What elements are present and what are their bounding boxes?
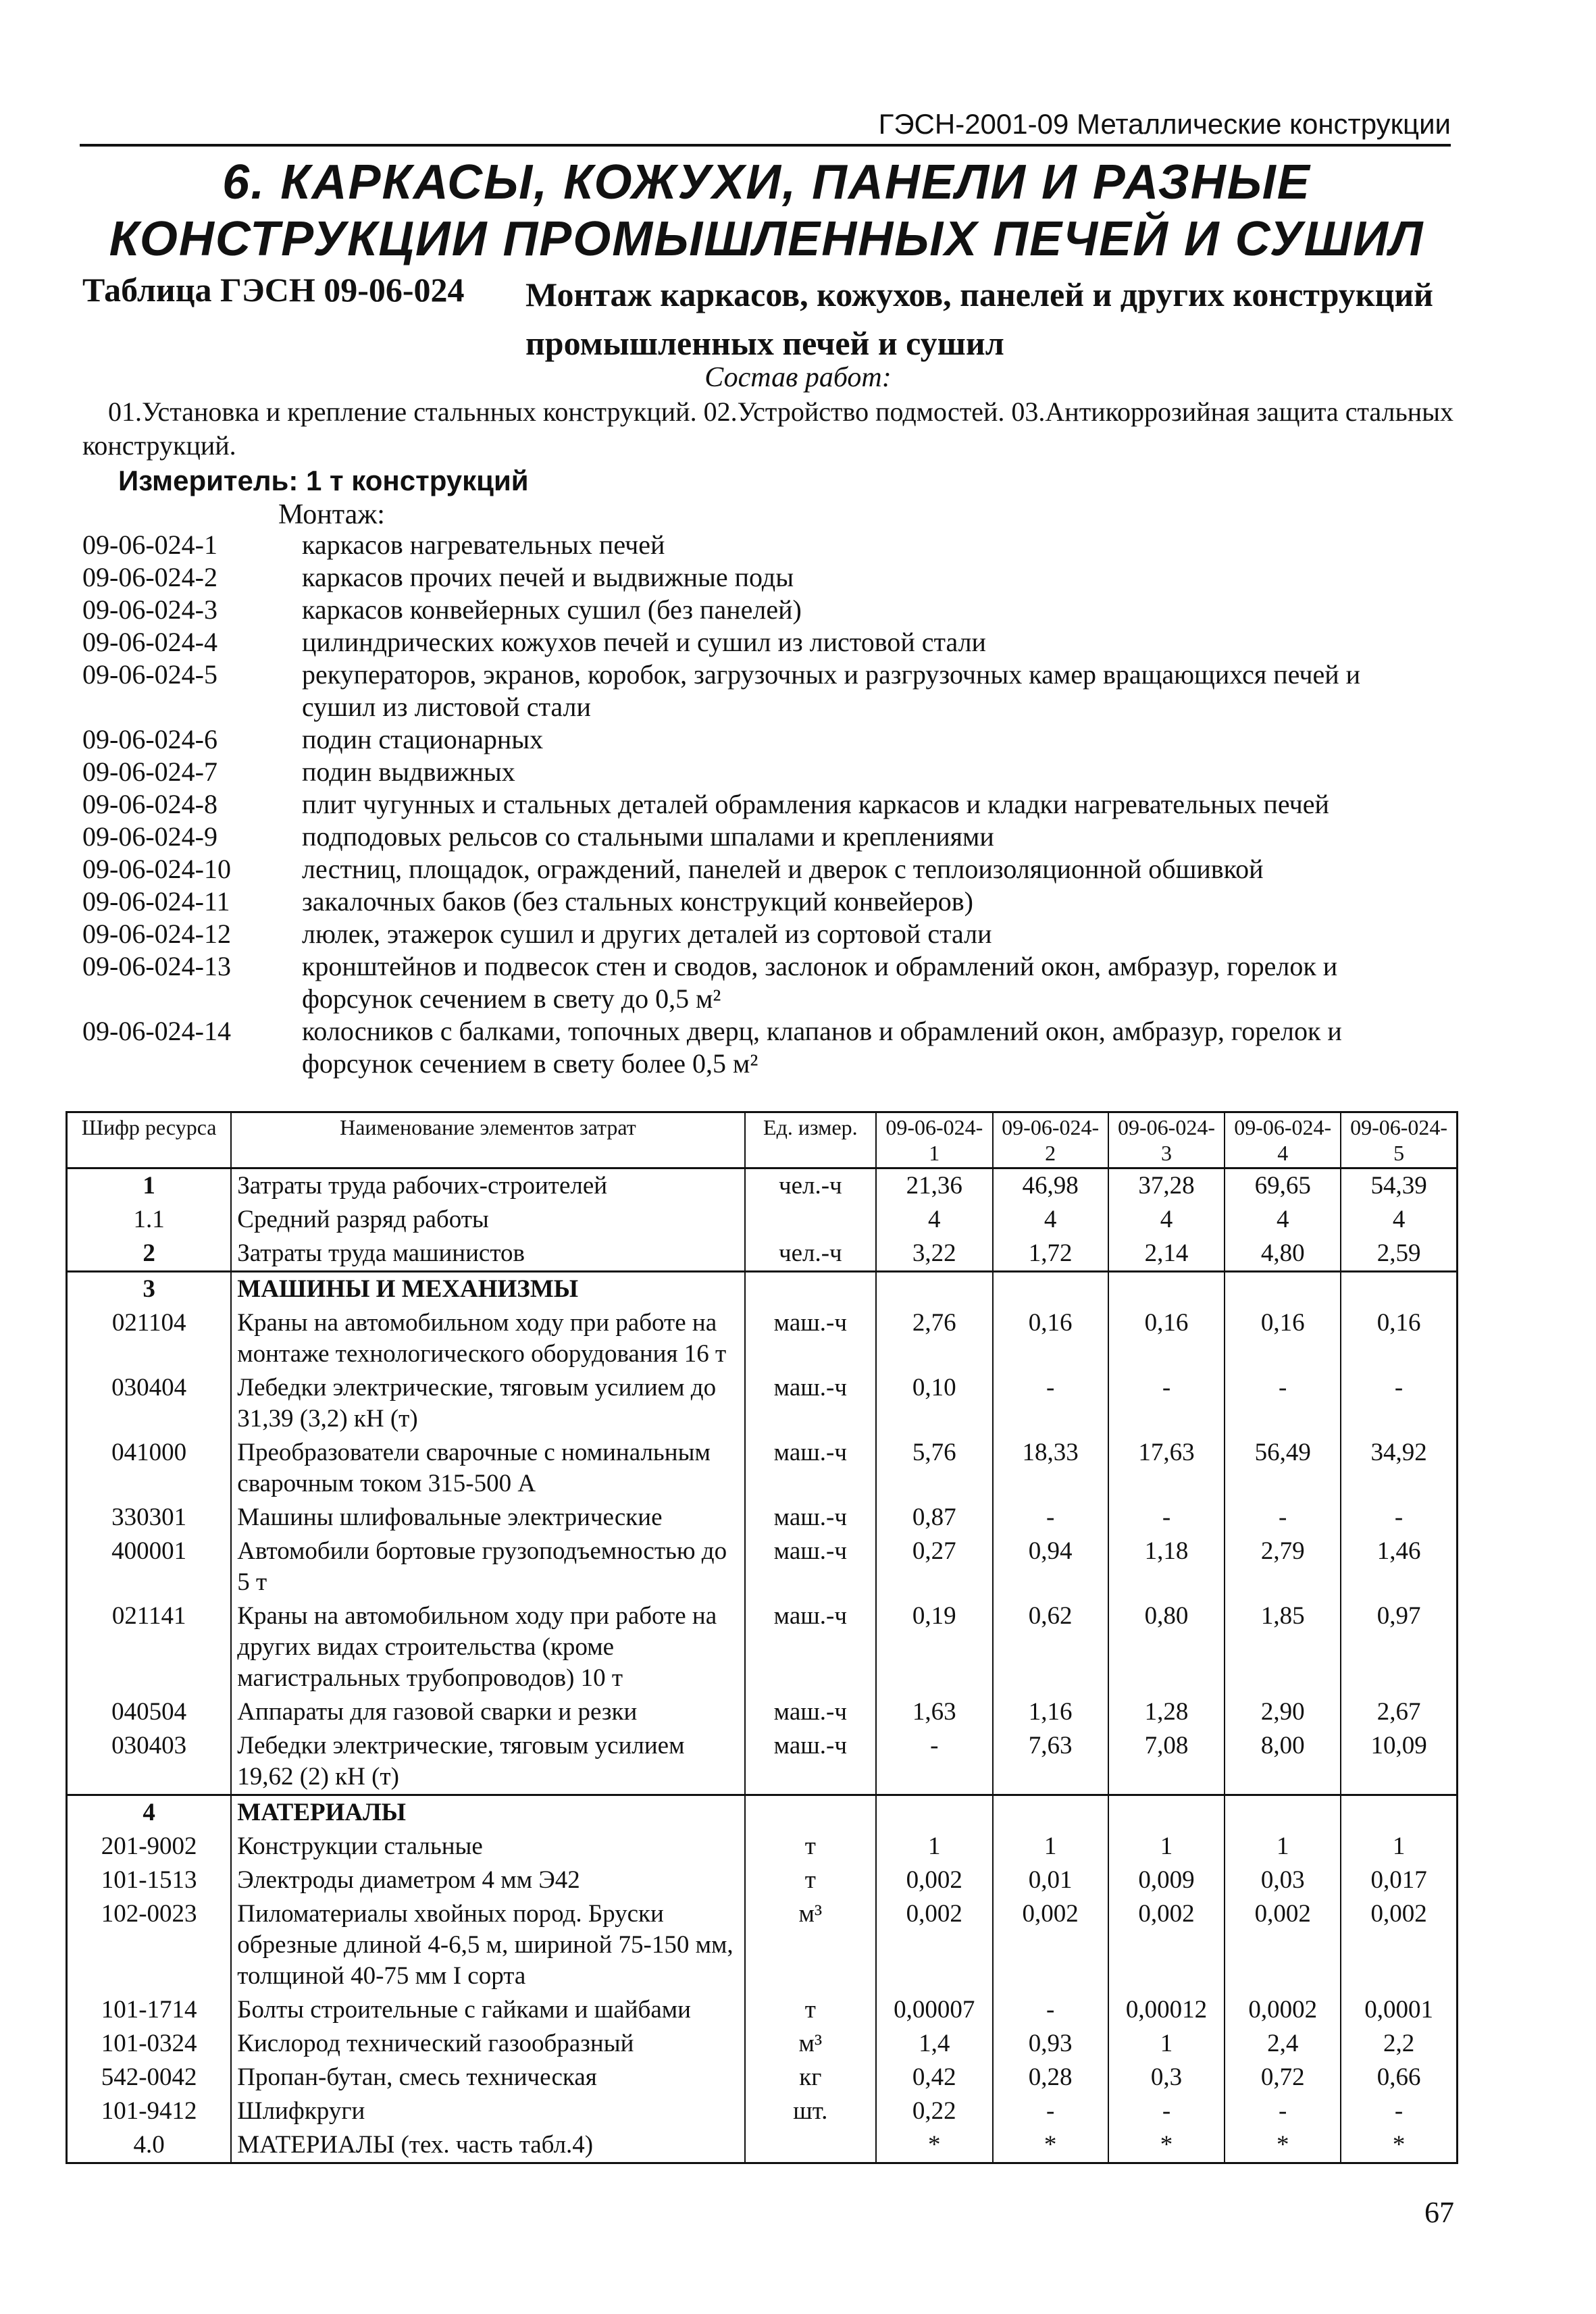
cell-name: МАТЕРИАЛЫ (тех. часть табл.4) <box>231 2128 744 2163</box>
variant-code: 09-06-024-2 <box>82 562 217 592</box>
cell-value: 1 <box>1341 1830 1457 1863</box>
header-divider <box>80 144 1451 147</box>
cell-value: 0,66 <box>1341 2061 1457 2094</box>
cell-code: 400001 <box>67 1535 232 1599</box>
cell-value: 2,67 <box>1341 1695 1457 1729</box>
header-code: Шифр ресурса <box>67 1112 232 1168</box>
cell-value: - <box>1225 1371 1341 1436</box>
cell-value: - <box>1341 1501 1457 1535</box>
table-row <box>67 1897 1458 1993</box>
variant-text: плит чугунных и стальных деталей обрамления каркасов и кладки нагревательных печей <box>302 789 1329 819</box>
variant-code: 09-06-024-7 <box>82 756 217 787</box>
variant-text: подин стационарных <box>302 724 544 754</box>
cell-value: 0,42 <box>876 2061 993 2094</box>
cell-value: 7,63 <box>993 1729 1108 1795</box>
cell-value: 0,87 <box>876 1501 993 1535</box>
cell-unit <box>745 1203 876 1237</box>
cell-value: 0,22 <box>876 2094 993 2128</box>
table-row <box>67 1795 1458 1830</box>
variant-text: закалочных баков (без стальных конструкций конвейеров) <box>302 886 973 917</box>
table-id: Таблица ГЭСН 09-06-024 <box>82 271 465 309</box>
cell-value: 4 <box>993 1203 1108 1237</box>
cell-value: 0,002 <box>876 1863 993 1897</box>
cell-unit: маш.-ч <box>745 1436 876 1501</box>
cell-value: 56,49 <box>1225 1436 1341 1501</box>
cell-value <box>876 1795 993 1830</box>
table-row <box>67 1436 1458 1501</box>
cell-value: 34,92 <box>1341 1436 1457 1501</box>
cell-value: 37,28 <box>1108 1168 1225 1204</box>
cell-value: * <box>1341 2128 1457 2163</box>
variant-item <box>82 723 1453 756</box>
cell-code: 021141 <box>67 1599 232 1695</box>
header-name: Наименование элементов затрат <box>231 1112 744 1168</box>
cell-value: - <box>993 1371 1108 1436</box>
cell-value: 21,36 <box>876 1168 993 1204</box>
cell-unit: т <box>745 1863 876 1897</box>
cell-value <box>1341 1272 1457 1307</box>
variant-text: люлек, этажерок сушил и других деталей из сортовой стали <box>302 919 992 949</box>
variant-code: 09-06-024-12 <box>82 919 231 949</box>
variant-code: 09-06-024-10 <box>82 854 231 884</box>
cell-value <box>1341 1795 1457 1830</box>
variant-text: подин выдвижных <box>302 756 515 787</box>
cell-value: - <box>1341 1371 1457 1436</box>
table-row <box>67 2094 1458 2128</box>
table-row <box>67 1272 1458 1307</box>
cell-value: - <box>993 2094 1108 2128</box>
cell-value: 1,18 <box>1108 1535 1225 1599</box>
cell-value: - <box>1108 1501 1225 1535</box>
variant-code: 09-06-024-13 <box>82 951 231 981</box>
cell-name: МАТЕРИАЛЫ <box>231 1795 744 1830</box>
cell-value: 17,63 <box>1108 1436 1225 1501</box>
cell-unit <box>745 2128 876 2163</box>
variant-code: 09-06-024-14 <box>82 1016 231 1046</box>
table-name: Монтаж каркасов, кожухов, панелей и других конструкций промышленных печей и сушил <box>525 276 1433 362</box>
cell-code: 030403 <box>67 1729 232 1795</box>
cell-value: 0,002 <box>1341 1897 1457 1993</box>
cell-value: 0,002 <box>993 1897 1108 1993</box>
cell-value: 3,22 <box>876 1237 993 1272</box>
cell-name: Машины шлифовальные электрические <box>231 1501 744 1535</box>
cell-code: 021104 <box>67 1306 232 1371</box>
cell-value: - <box>1225 2094 1341 2128</box>
cell-name: Пропан-бутан, смесь техническая <box>231 2061 744 2094</box>
cell-unit: маш.-ч <box>745 1371 876 1436</box>
cell-unit: чел.-ч <box>745 1168 876 1204</box>
cell-value: 2,59 <box>1341 1237 1457 1272</box>
cell-value: 1 <box>1108 2027 1225 2061</box>
variant-code: 09-06-024-3 <box>82 594 217 625</box>
cell-value: * <box>1225 2128 1341 2163</box>
variant-text: кронштейнов и подвесок стен и сводов, заслонок и обрамлений окон, амбразур, горелок и форсунок сечением в свету до 0,5 м² <box>302 951 1338 1014</box>
cell-value: - <box>993 1501 1108 1535</box>
cell-value: 4,80 <box>1225 1237 1341 1272</box>
variant-item <box>82 821 1453 853</box>
cell-code: 4.0 <box>67 2128 232 2163</box>
cell-code: 201-9002 <box>67 1830 232 1863</box>
composition-heading: Состав работ: <box>704 362 892 393</box>
header-col-5: 09-06-024-5 <box>1341 1112 1457 1168</box>
variant-item <box>82 918 1453 950</box>
table-row <box>67 1371 1458 1436</box>
cell-code: 1.1 <box>67 1203 232 1237</box>
cell-name: Затраты труда машинистов <box>231 1237 744 1272</box>
cell-name: Электроды диаметром 4 мм Э42 <box>231 1863 744 1897</box>
table-row <box>67 1168 1458 1204</box>
cell-value <box>1108 1795 1225 1830</box>
cell-unit: маш.-ч <box>745 1695 876 1729</box>
table-row <box>67 1695 1458 1729</box>
resource-table <box>66 1111 1458 2164</box>
cell-name: Лебедки электрические, тяговым усилием до 31,39 (3,2) кН (т) <box>231 1371 744 1436</box>
variant-item <box>82 659 1453 723</box>
cell-value: 0,017 <box>1341 1863 1457 1897</box>
cell-value: 0,72 <box>1225 2061 1341 2094</box>
cell-value: 0,002 <box>876 1897 993 1993</box>
cell-value: 4 <box>1225 1203 1341 1237</box>
cell-value: - <box>993 1993 1108 2027</box>
cell-value: 0,93 <box>993 2027 1108 2061</box>
cell-value: 69,65 <box>1225 1168 1341 1204</box>
variant-item <box>82 1015 1453 1080</box>
variant-text: каркасов нагревательных печей <box>302 530 665 560</box>
cell-value: 1 <box>993 1830 1108 1863</box>
cell-unit: шт. <box>745 2094 876 2128</box>
cell-name: Лебедки электрические, тяговым усилием 19,62 (2) кН (т) <box>231 1729 744 1795</box>
cell-value: 4 <box>1108 1203 1225 1237</box>
table-row <box>67 1306 1458 1371</box>
cell-unit <box>745 1272 876 1307</box>
cell-unit: т <box>745 1830 876 1863</box>
header-unit: Ед. измер. <box>745 1112 876 1168</box>
cell-unit: маш.-ч <box>745 1306 876 1371</box>
cell-value: * <box>1108 2128 1225 2163</box>
cell-value: 7,08 <box>1108 1729 1225 1795</box>
cell-value: 4 <box>876 1203 993 1237</box>
cell-value: 0,009 <box>1108 1863 1225 1897</box>
section-title: 6. КАРКАСЫ, КОЖУХИ, ПАНЕЛИ И РАЗНЫЕ КОНСТРУКЦИИ ПРОМЫШЛЕННЫХ ПЕЧЕЙ И СУШИЛ <box>109 155 1424 266</box>
cell-value <box>993 1795 1108 1830</box>
variant-item <box>82 788 1453 821</box>
cell-name: Пиломатериалы хвойных пород. Бруски обрезные длиной 4-6,5 м, шириной 75-150 мм, толщиной 40-75 мм I сорта <box>231 1897 744 1993</box>
variant-code: 09-06-024-8 <box>82 789 217 819</box>
header-col-1: 09-06-024-1 <box>876 1112 993 1168</box>
cell-value <box>993 1272 1108 1307</box>
cell-value: 0,16 <box>993 1306 1108 1371</box>
cell-value: 46,98 <box>993 1168 1108 1204</box>
cell-value: 0,03 <box>1225 1863 1341 1897</box>
cell-code: 102-0023 <box>67 1897 232 1993</box>
cell-value: 8,00 <box>1225 1729 1341 1795</box>
header-col-2: 09-06-024-2 <box>993 1112 1108 1168</box>
cell-value: 0,19 <box>876 1599 993 1695</box>
table-row <box>67 1993 1458 2027</box>
cell-unit: маш.-ч <box>745 1599 876 1695</box>
cell-value: 1,63 <box>876 1695 993 1729</box>
cell-value: 0,01 <box>993 1863 1108 1897</box>
table-row <box>67 1729 1458 1795</box>
variant-text: каркасов конвейерных сушил (без панелей) <box>302 594 802 625</box>
cell-code: 041000 <box>67 1436 232 1501</box>
cell-value: 0,80 <box>1108 1599 1225 1695</box>
cell-code: 030404 <box>67 1371 232 1436</box>
cell-value: 5,76 <box>876 1436 993 1501</box>
cell-value: - <box>1108 2094 1225 2128</box>
variant-text: рекуператоров, экранов, коробок, загрузочных и разгрузочных камер вращающихся печей и сушил из листовой стали <box>302 659 1361 722</box>
cell-value: 0,97 <box>1341 1599 1457 1695</box>
cell-name: Конструкции стальные <box>231 1830 744 1863</box>
cell-value: 0,00012 <box>1108 1993 1225 2027</box>
cell-name: МАШИНЫ И МЕХАНИЗМЫ <box>231 1272 744 1307</box>
cell-value: 0,0001 <box>1341 1993 1457 2027</box>
cell-value: 0,00007 <box>876 1993 993 2027</box>
cell-code: 101-9412 <box>67 2094 232 2128</box>
table-row <box>67 1237 1458 1272</box>
cell-unit: кг <box>745 2061 876 2094</box>
cell-value: 1,46 <box>1341 1535 1457 1599</box>
cell-value: 2,14 <box>1108 1237 1225 1272</box>
variant-code: 09-06-024-6 <box>82 724 217 754</box>
cell-name: Затраты труда рабочих-строителей <box>231 1168 744 1204</box>
cell-code: 2 <box>67 1237 232 1272</box>
cell-value: 54,39 <box>1341 1168 1457 1204</box>
cell-value: * <box>876 2128 993 2163</box>
cell-value: 1,72 <box>993 1237 1108 1272</box>
table-body <box>67 1168 1458 2163</box>
cell-name: Преобразователи сварочные с номинальным сварочным током 315-500 А <box>231 1436 744 1501</box>
variant-item <box>82 561 1453 594</box>
cell-value: 1,4 <box>876 2027 993 2061</box>
cell-code: 330301 <box>67 1501 232 1535</box>
cell-name: Краны на автомобильном ходу при работе на других видах строительства (кроме магистральных трубопроводов) 10 т <box>231 1599 744 1695</box>
cell-value: 0,0002 <box>1225 1993 1341 2027</box>
cell-value: 1 <box>1225 1830 1341 1863</box>
cell-value: 1 <box>1108 1830 1225 1863</box>
cell-code: 101-1714 <box>67 1993 232 2027</box>
cell-value: 0,16 <box>1108 1306 1225 1371</box>
cell-value: 2,2 <box>1341 2027 1457 2061</box>
variant-item <box>82 885 1453 918</box>
page-number: 67 <box>1424 2196 1454 2229</box>
cell-value <box>1225 1272 1341 1307</box>
variant-code: 09-06-024-5 <box>82 659 217 690</box>
cell-code: 101-1513 <box>67 1863 232 1897</box>
cell-value: * <box>993 2128 1108 2163</box>
cell-value: 0,28 <box>993 2061 1108 2094</box>
cell-value: 0,27 <box>876 1535 993 1599</box>
cell-value: 1,16 <box>993 1695 1108 1729</box>
cell-value: 0,3 <box>1108 2061 1225 2094</box>
cell-value: 0,002 <box>1108 1897 1225 1993</box>
cell-unit: м³ <box>745 2027 876 2061</box>
cell-value: 0,62 <box>993 1599 1108 1695</box>
variant-item <box>82 626 1453 659</box>
cell-name: Краны на автомобильном ходу при работе на монтаже технологического оборудования 16 т <box>231 1306 744 1371</box>
cell-value <box>876 1272 993 1307</box>
variant-text: каркасов прочих печей и выдвижные поды <box>302 562 794 592</box>
table-row <box>67 2128 1458 2163</box>
cell-value: 0,94 <box>993 1535 1108 1599</box>
cell-value: 0,002 <box>1225 1897 1341 1993</box>
cell-value <box>1108 1272 1225 1307</box>
table-row <box>67 2027 1458 2061</box>
cell-name: Автомобили бортовые грузоподъемностью до 5 т <box>231 1535 744 1599</box>
table-row <box>67 1830 1458 1863</box>
running-header: ГЭСН-2001-09 Металлические конструкции <box>878 108 1451 140</box>
table-header-row <box>67 1112 1458 1168</box>
cell-value: - <box>1341 2094 1457 2128</box>
table-row <box>67 1863 1458 1897</box>
variant-text: цилиндрических кожухов печей и сушил из листовой стали <box>302 627 986 657</box>
cell-code: 040504 <box>67 1695 232 1729</box>
cell-value: - <box>1108 1371 1225 1436</box>
table-row <box>67 2061 1458 2094</box>
variant-item <box>82 853 1453 885</box>
montage-label: Монтаж: <box>278 499 385 530</box>
cell-name: Болты строительные с гайками и шайбами <box>231 1993 744 2027</box>
cell-value: 10,09 <box>1341 1729 1457 1795</box>
variant-item <box>82 594 1453 626</box>
cell-name: Кислород технический газообразный <box>231 2027 744 2061</box>
cell-value: 1,28 <box>1108 1695 1225 1729</box>
table-row <box>67 1599 1458 1695</box>
variant-code: 09-06-024-11 <box>82 886 230 917</box>
cell-value: - <box>876 1729 993 1795</box>
cell-name: Шлифкруги <box>231 2094 744 2128</box>
cell-value: 2,76 <box>876 1306 993 1371</box>
cell-name: Аппараты для газовой сварки и резки <box>231 1695 744 1729</box>
variant-code: 09-06-024-1 <box>82 530 217 560</box>
variant-item <box>82 529 1453 561</box>
cell-code: 542-0042 <box>67 2061 232 2094</box>
cell-code: 4 <box>67 1795 232 1830</box>
cell-code: 3 <box>67 1272 232 1307</box>
variant-code: 09-06-024-4 <box>82 627 217 657</box>
variant-list <box>82 529 1453 1080</box>
cell-value: 4 <box>1341 1203 1457 1237</box>
header-col-4: 09-06-024-4 <box>1225 1112 1341 1168</box>
variant-item <box>82 756 1453 788</box>
header-col-3: 09-06-024-3 <box>1108 1112 1225 1168</box>
cell-value: 0,16 <box>1341 1306 1457 1371</box>
cell-unit: т <box>745 1993 876 2027</box>
variant-text: лестниц, площадок, ограждений, панелей и дверок с теплоизоляционной обшивкой <box>302 854 1264 884</box>
cell-unit: маш.-ч <box>745 1729 876 1795</box>
table-row <box>67 1203 1458 1237</box>
table-row <box>67 1535 1458 1599</box>
work-composition: 01.Установка и крепление стальнных конструкций. 02.Устройство подмостей. 03.Антикоррозийная защита стальных конструкций. <box>82 396 1453 461</box>
cell-value <box>1225 1795 1341 1830</box>
cell-code: 101-0324 <box>67 2027 232 2061</box>
cell-value: 18,33 <box>993 1436 1108 1501</box>
cell-unit: м³ <box>745 1897 876 1993</box>
cell-unit <box>745 1795 876 1830</box>
cell-value: 0,16 <box>1225 1306 1341 1371</box>
cell-value: 1,85 <box>1225 1599 1341 1695</box>
cell-unit: маш.-ч <box>745 1535 876 1599</box>
variant-text: подподовых рельсов со стальными шпалами и креплениями <box>302 821 994 852</box>
cell-value: 2,79 <box>1225 1535 1341 1599</box>
variant-item <box>82 950 1453 1015</box>
meter: Измеритель: 1 т конструкций <box>118 465 529 496</box>
cell-value: 2,90 <box>1225 1695 1341 1729</box>
table-row <box>67 1501 1458 1535</box>
cell-value: 2,4 <box>1225 2027 1341 2061</box>
cell-value: - <box>1225 1501 1341 1535</box>
variant-text: колосников с балками, топочных дверц, клапанов и обрамлений окон, амбразур, горелок и форсунок сечением в свету более 0,5 м² <box>302 1016 1342 1079</box>
variant-code: 09-06-024-9 <box>82 821 217 852</box>
cell-value: 1 <box>876 1830 993 1863</box>
cell-unit: маш.-ч <box>745 1501 876 1535</box>
cell-value: 0,10 <box>876 1371 993 1436</box>
cell-name: Средний разряд работы <box>231 1203 744 1237</box>
cell-code: 1 <box>67 1168 232 1204</box>
cell-unit: чел.-ч <box>745 1237 876 1272</box>
